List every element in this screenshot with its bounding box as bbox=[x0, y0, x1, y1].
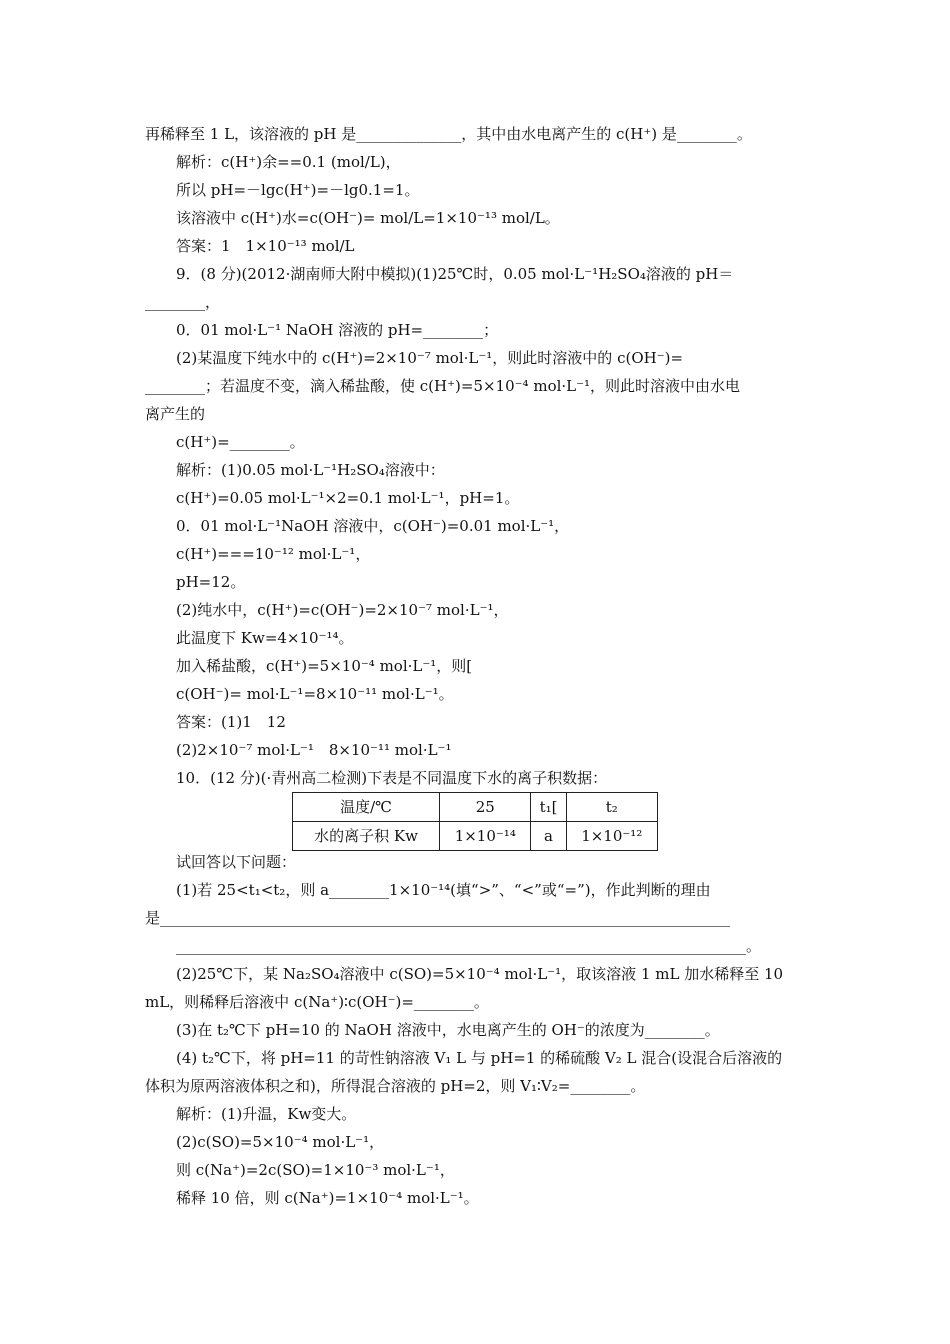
table-cell: t₁[ bbox=[531, 793, 566, 822]
text-line: (2)2×10⁻⁷ mol·L⁻¹ 8×10⁻¹¹ mol·L⁻¹ bbox=[176, 741, 452, 759]
table-cell: 温度/℃ bbox=[293, 793, 440, 822]
text-line: 解析：c(H⁺)余==0.1 (mol/L)， bbox=[176, 153, 401, 171]
text-line: (3)在 t₂℃下 pH=10 的 NaOH 溶液中，水电离产生的 OH⁻的浓度为________。 bbox=[176, 1021, 720, 1039]
table-cell: a bbox=[531, 822, 566, 851]
text-line: 则 c(Na⁺)=2c(SO)=1×10⁻³ mol·L⁻¹， bbox=[176, 1161, 455, 1179]
text-line: 试回答以下问题： bbox=[176, 853, 297, 871]
question-9-stem: 9．(8 分)(2012·湖南师大附中模拟)(1)25℃时，0.05 mol·L⁻¹H₂SO₄溶液的 pH＝ bbox=[176, 265, 734, 283]
text-line: 0．01 mol·L⁻¹ NaOH 溶液的 pH=________； bbox=[176, 321, 499, 339]
text-line: ________；若温度不变，滴入稀盐酸，使 c(H⁺)=5×10⁻⁴ mol·L⁻¹，则此时溶液中由水电 bbox=[145, 377, 741, 395]
table-cell: 1×10⁻¹⁴ bbox=[440, 822, 531, 851]
text-line: 解析：(1)0.05 mol·L⁻¹H₂SO₄溶液中： bbox=[176, 461, 445, 479]
text-line: 此温度下 Kw=4×10⁻¹⁴。 bbox=[176, 629, 354, 647]
text-line: (1)若 25<t₁<t₂，则 a________1×10⁻¹⁴(填“>”、“<”或“=”)，作此判断的理由 bbox=[176, 881, 711, 899]
text-line: (2)纯水中，c(H⁺)=c(OH⁻)=2×10⁻⁷ mol·L⁻¹， bbox=[176, 601, 509, 619]
text-line: 再稀释至 1 L，该溶液的 pH 是______________，其中由水电离产生的 c(H⁺) 是________。 bbox=[145, 125, 752, 143]
text-line: (2)某温度下纯水中的 c(H⁺)=2×10⁻⁷ mol·L⁻¹，则此时溶液中的 c(OH⁻)= bbox=[176, 349, 684, 367]
text-line: c(H⁺)===10⁻¹² mol·L⁻¹， bbox=[176, 545, 371, 563]
text-line: 答案：1 1×10⁻¹³ mol/L bbox=[176, 237, 355, 255]
text-line: 稀释 10 倍，则 c(Na⁺)=1×10⁻⁴ mol·L⁻¹。 bbox=[176, 1189, 479, 1207]
text-line: ________， bbox=[145, 293, 221, 311]
ion-product-table bbox=[292, 792, 658, 851]
table-cell: 1×10⁻¹² bbox=[566, 822, 657, 851]
table-cell: 25 bbox=[440, 793, 531, 822]
text-line: 0．01 mol·L⁻¹NaOH 溶液中，c(OH⁻)=0.01 mol·L⁻¹， bbox=[176, 517, 570, 535]
text-line: pH=12。 bbox=[176, 573, 246, 591]
text-line: mL，则稀释后溶液中 c(Na⁺)∶c(OH⁻)=________。 bbox=[145, 993, 489, 1011]
text-line: c(H⁺)=0.05 mol·L⁻¹×2=0.1 mol·L⁻¹，pH=1。 bbox=[176, 489, 520, 507]
text-line: ____________________________________________________________________________。 bbox=[176, 937, 762, 955]
text-line: 该溶液中 c(H⁺)水=c(OH⁻)= mol/L=1×10⁻¹³ mol/L。 bbox=[176, 209, 560, 227]
text-line: 体积为原两溶液体积之和)，所得混合溶液的 pH=2，则 V₁∶V₂=________。 bbox=[145, 1077, 646, 1095]
text-line: 是____________________________________________________________________________ bbox=[145, 909, 731, 927]
text-line: (4) t₂℃下，将 pH=11 的苛性钠溶液 V₁ L 与 pH=1 的稀硫酸 V₂ L 混合(设混合后溶液的 bbox=[176, 1049, 783, 1067]
table-cell: 水的离子积 Kw bbox=[293, 822, 440, 851]
text-line: c(H⁺)=________。 bbox=[176, 433, 305, 451]
table-row bbox=[293, 822, 658, 851]
table-cell: t₂ bbox=[566, 793, 657, 822]
text-line: (2)25℃下，某 Na₂SO₄溶液中 c(SO)=5×10⁻⁴ mol·L⁻¹，取该溶液 1 mL 加水稀释至 10 bbox=[176, 965, 784, 983]
text-line: 解析：(1)升温，Kw变大。 bbox=[176, 1105, 357, 1123]
text-line: 加入稀盐酸，c(H⁺)=5×10⁻⁴ mol·L⁻¹，则[ bbox=[176, 657, 473, 675]
text-line: c(OH⁻)= mol·L⁻¹=8×10⁻¹¹ mol·L⁻¹。 bbox=[176, 685, 454, 703]
question-10-stem: 10．(12 分)(·青州高二检测)下表是不同温度下水的离子积数据： bbox=[176, 769, 608, 787]
text-line: 离产生的 bbox=[145, 405, 206, 423]
table-row bbox=[293, 793, 658, 822]
text-line: 答案：(1)1 12 bbox=[176, 713, 286, 731]
text-line: 所以 pH=－lgc(H⁺)=－lg0.1=1。 bbox=[176, 181, 420, 199]
text-line: (2)c(SO)=5×10⁻⁴ mol·L⁻¹， bbox=[176, 1133, 385, 1151]
